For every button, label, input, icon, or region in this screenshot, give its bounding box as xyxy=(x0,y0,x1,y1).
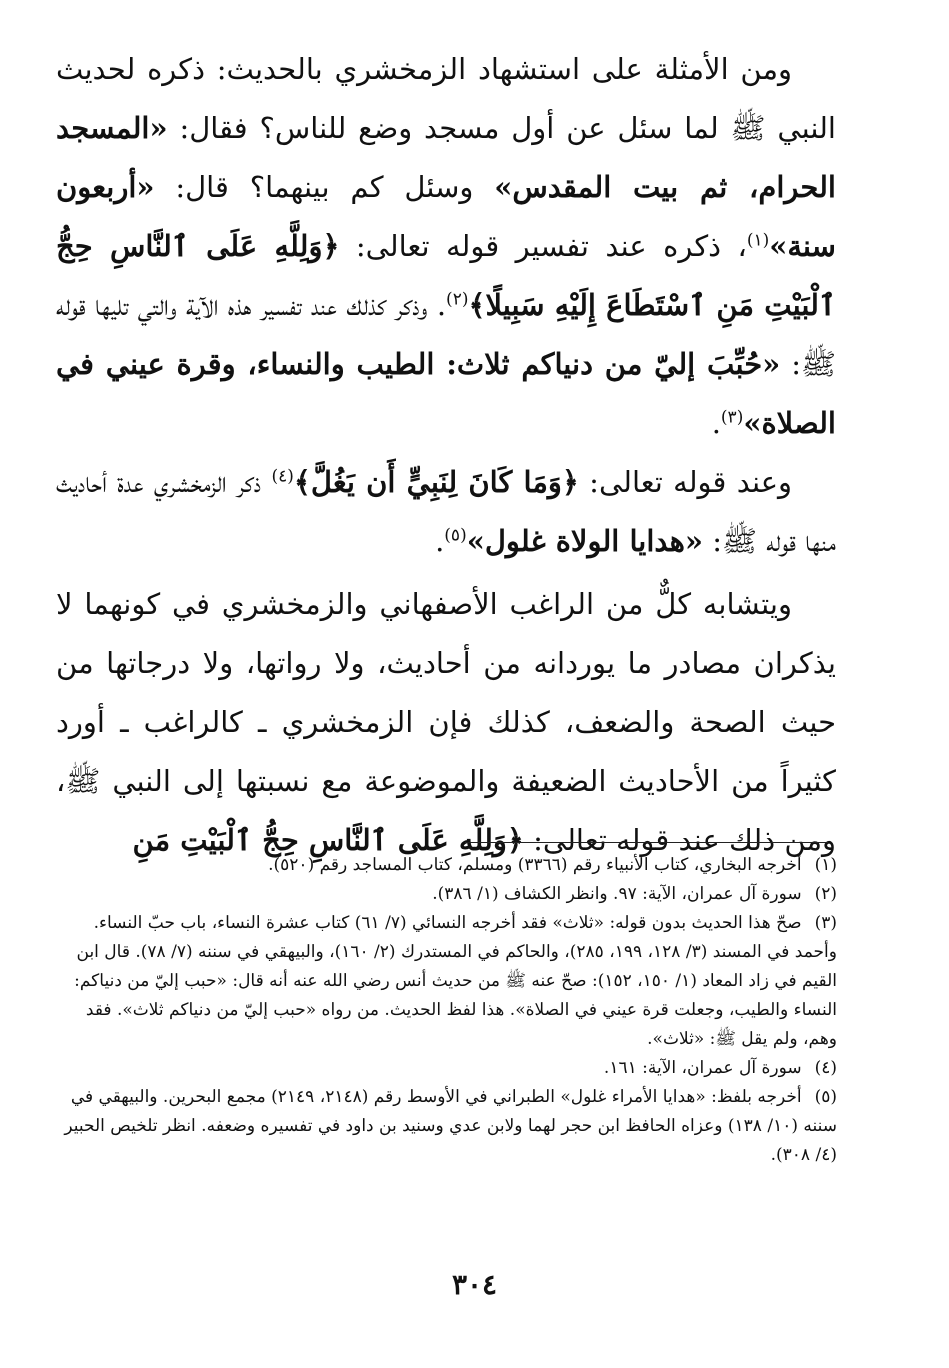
page-number: ٣٠٤ xyxy=(451,1268,498,1301)
hadith-quote: «هدايا الولاة غلول» xyxy=(466,524,704,558)
footnote-separator xyxy=(465,842,828,843)
footnote-number: (٤) xyxy=(814,1058,837,1078)
text-run: ، ذكره عند تفسير قوله تعالى: xyxy=(339,229,747,263)
quran-verse: ﴿وَلِلَّهِ عَلَى ٱلنَّاسِ حِجُّ ٱلْبَيْتِ مَنِ ٱسْتَطَاعَ إِلَيْهِ سَبِيلًا﴾ xyxy=(56,229,836,322)
footnote-ref[interactable]: (٣) xyxy=(720,407,744,428)
footnote-1 xyxy=(62,851,837,880)
hadith-quote: «حُبِّبَ إليّ من دنياكم ثلاث: الطيب والنساء، وقرة عيني في الصلاة» xyxy=(56,347,836,440)
footnote-text: سورة آل عمران، الآية: ٩٧. وانظر الكشاف (١/ ٣٨٦). xyxy=(432,884,802,904)
footnote-number: (٣) xyxy=(814,913,837,933)
footnote-2 xyxy=(62,880,837,909)
footnote-text: سورة آل عمران، الآية: ١٦١. xyxy=(603,1058,802,1078)
quran-verse: ﴿وَمَا كَانَ لِنَبِيٍّ أَن يَغُلَّ﴾ xyxy=(293,465,579,499)
footnote-text: صحّ هذا الحديث بدون قوله: «ثلاث» فقد أخرجه النسائي (٧/ ٦١) كتاب عشرة النساء، باب حبّ النساء. وأحمد في المسند (٣/ ١٢٨، ١٩٩، ٢٨٥)، والحاكم في المستدرك (٢/ ١٦٠)، والبيهقي في سننه (٧/ ٧٨). قال ابن القيم في زاد المعاد (١/ ١٥٠، ١٥٢): صحّ عنه ﷺ من حديث أنس رضي الله عنه أنه قال: «حبب إليّ من دنياكم: النساء والطيب، وجعلت قرة عيني في الصلاة». هذا لفظ الحديث. من رواه «حبب إليّ من دنياكم ثلاث». فقد وهم، ولم يقل ﷺ: «ثلاث». xyxy=(74,913,837,1049)
text-run: . xyxy=(435,524,445,558)
paragraph-1 xyxy=(56,40,836,453)
text-run: ذكر الزمخشري عدة أحاديث منها قوله ﷺ: xyxy=(56,465,836,558)
text-run: ويتشابه كلٌّ من الراغب الأصفهاني والزمخشري في كونهما لا يذكران مصادر ما يوردانه من أحاديث، ولا رواتها، ولا درجاتها من حيث الصحة والضعف، كذلك فإن الزمخشري ـ كالراغب ـ أورد كثيراً من الأحاديث الضعيفة والموضوعة مع نسبتها إلى النبي ﷺ، ومن ذلك عند قوله تعالى: xyxy=(56,587,836,857)
footnote-5 xyxy=(62,1083,837,1170)
footnotes xyxy=(62,851,837,1170)
hadith-quote: «أربعون سنة» xyxy=(56,170,836,263)
footnote-number: (٥) xyxy=(814,1087,837,1107)
hadith-quote: «المسجد الحرام، ثم بيت المقدس» xyxy=(56,111,836,204)
footnote-ref[interactable]: (٤) xyxy=(271,466,294,487)
text-run: وعند قوله تعالى: xyxy=(578,465,793,499)
paragraph-3 xyxy=(56,575,836,870)
text-run: ومن الأمثلة على استشهاد الزمخشري بالحديث: ذكره لحديث النبي ﷺ لما سئل عن أول مسجد وضع للناس؟ فقال: xyxy=(56,52,836,145)
footnote-number: (١) xyxy=(814,855,837,875)
footnote-ref[interactable]: (٥) xyxy=(444,525,467,546)
footnote-3 xyxy=(62,909,837,1054)
footnote-4 xyxy=(62,1054,837,1083)
footnote-number: (٢) xyxy=(814,884,837,904)
text-run: . xyxy=(711,406,721,440)
footnote-ref[interactable]: (٢) xyxy=(446,289,469,310)
text-run: وسئل كم بينهما؟ قال: xyxy=(154,170,495,204)
text-run: . وذكر كذلك عند تفسير هذه الآية والتي تليها قوله ﷺ: xyxy=(56,288,836,381)
main-text xyxy=(56,40,836,870)
footnote-text: أخرجه بلفظ: «هدايا الأمراء غلول» الطبراني في الأوسط رقم (٢١٤٨، ٢١٤٩) مجمع البحرين. والبيهقي في سننه (١٠/ ١٣٨) وعزاه الحافظ ابن حجر لهما ولابن عدي وسنيد بن داود في تفسيره وضعفه. انظر تلخيص الحبير (٤/ ٣٠٨). xyxy=(64,1087,837,1165)
paragraph-2 xyxy=(56,453,836,571)
footnote-ref[interactable]: (١) xyxy=(746,230,770,251)
footnote-text: أخرجه البخاري، كتاب الأنبياء رقم (٣٣٦٦) ومسلم، كتاب المساجد رقم (٥٢٠). xyxy=(268,855,802,875)
quran-verse: ﴿وَلِلَّهِ عَلَى ٱلنَّاسِ حِجُّ ٱلْبَيْتِ مَنِ xyxy=(132,823,524,857)
